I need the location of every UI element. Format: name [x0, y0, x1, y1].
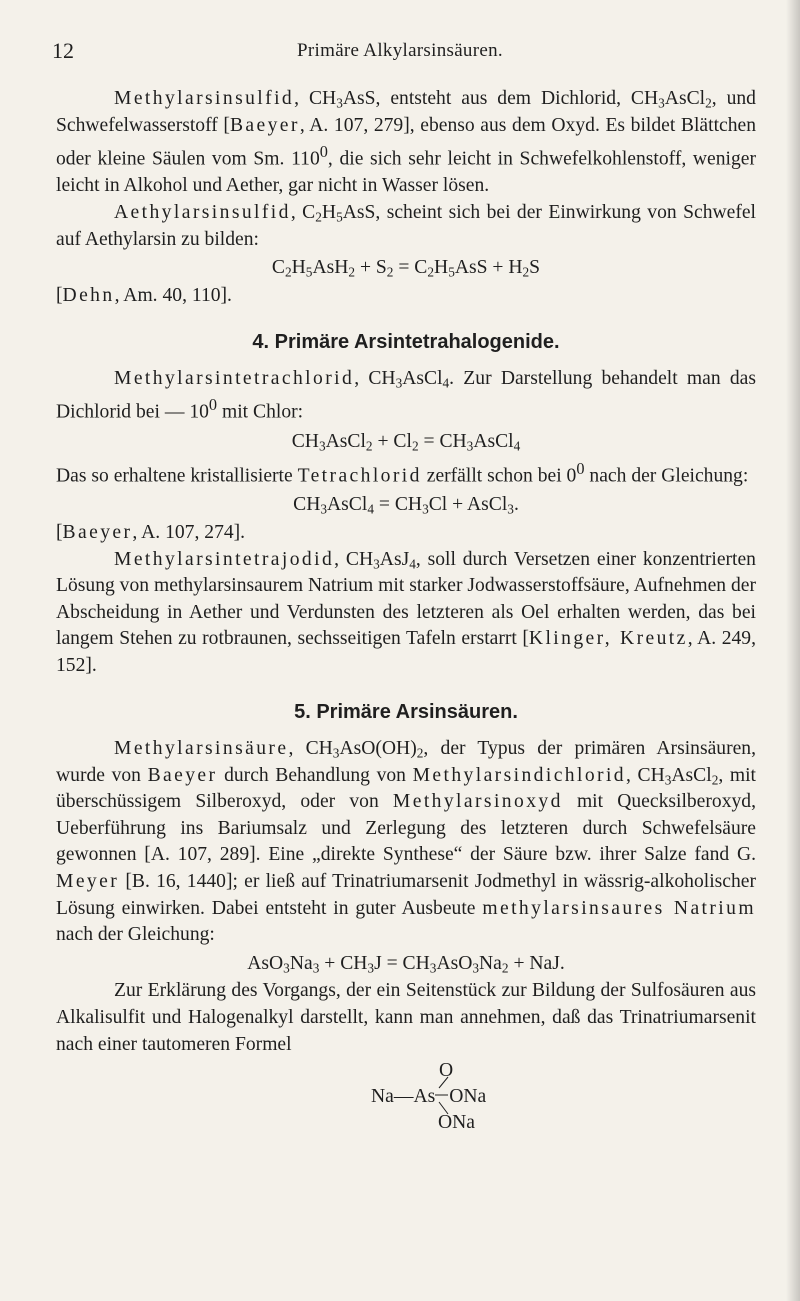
paragraph-methylarsinsaeure: Methylarsinsäure, $CH_3AsO(OH)_2$, der Typus der primären Arsinsäuren, wurde von Baeyer durch Behandlung von Methylarsindichlorid, $CH_3AsCl_2$, mit überschüssigem Silberoxyd, oder von Methylarsinoxyd mit Quecksilberoxyd, Ueberführung ins Bariumsalz und Zerlegung des letzteren durch Schwefelsäure gewonnen [A. 107, 289]. Eine „direkte Synthese“ der Säure bzw. ihrer Salze fand G. Meyer [B. 16, 1440]; er ließ auf Trinatriumarsenit Jodmethyl in wässrig-alkoholischer Lösung einwirken. Dabei entsteht in guter Ausbeute methylarsinsaures Natrium nach der Gleichung: — [56, 738, 756, 946]
running-title: Primäre Alkylarsinsäuren. — [297, 40, 503, 61]
paragraph-methylarsintetrajodid: Methylarsintetrajodid, $CH_3AsJ_4$, soll durch Versetzen einer konzentrierten Lösung von methylarsinsaurem Natrium mit starker Jodwasserstoffsäure, Aufnehmen der Abscheidung in Aether und Verdunsten des letzteren als Oel erhalten werden, das bei langem Stehen zu rotbraunen, sechsseitigen Tafeln erstarrt [Klinger, Kreutz, A. 249, 152]. — [56, 548, 756, 676]
formula-ona: ONa — [438, 1112, 475, 1134]
citation-author: Baeyer — [62, 521, 133, 543]
term: methylarsinsaures Natrium — [482, 897, 756, 919]
citation-author: Baeyer — [147, 764, 218, 786]
paragraph-methylarsintetrachlorid: Methylarsintetrachlorid, $CH_3AsCl_4$. Zur Darstellung behandelt man das Dichlorid bei — $10^0$ mit Chlor: — [56, 367, 756, 423]
citation-author: Meyer — [56, 871, 120, 893]
term: Methylarsinsäure — [114, 738, 289, 760]
section-heading-5: 5. Primäre Arsinsäuren. — [294, 701, 518, 724]
paragraph-erklaerung: Zur Erklärung des Vorgangs, der ein Seitenstück zur Bildung der Sulfosäuren aus Alkalisulfit und Halogenalkyl darstellt, kann man annehmen, daß das Trinatriumarsenit nach einer tautomeren Formel — [56, 980, 756, 1055]
paragraph-aethylarsinsulfid: Aethylarsinsulfid, $C_2H_5AsS$, scheint sich bei der Einwirkung von Schwefel auf Aethylarsin zu bilden: — [56, 201, 757, 250]
section-heading-4: 4. Primäre Arsintetrahalogenide. — [252, 331, 560, 354]
term: Methylarsinsulfid — [114, 88, 295, 109]
citation-author: Klinger, Kreutz — [528, 628, 688, 650]
term: Methylarsintetrachlorid — [114, 367, 355, 389]
formula-center: Na—As ONa — [371, 1086, 487, 1108]
term: Aethylarsinsulfid — [114, 201, 291, 223]
equation-4: $AsO_3Na_3 + CH_3J = CH_3AsO_3Na_2$ + NaJ. — [247, 952, 565, 976]
page-number: 12 — [52, 38, 74, 63]
equation-1: $C_2H_5AsH_2 + S_2 = C_2H_5AsS + H_2S$ — [271, 257, 541, 280]
equation-3: $CH_3AsCl_4 = CH_3Cl$ + AsCl$_3$. — [293, 494, 519, 517]
structural-formula — [56, 1058, 756, 1136]
formula-oxygen: O — [439, 1060, 454, 1082]
page-header — [52, 38, 748, 68]
citation-author: Baeyer — [229, 114, 300, 136]
term: Methylarsindichlorid — [412, 764, 627, 786]
paragraph-tetrachlorid: Das so erhaltene kristallisierte Tetrachlorid zerfällt schon bei $0^0$ nach der Gleichung: — [56, 459, 749, 487]
term: Tetrachlorid — [297, 465, 422, 487]
reference-baeyer: [Baeyer, A. 107, 274]. — [56, 521, 246, 543]
paragraph-methylarsinsulfid: Methylarsinsulfid, $CH_3AsS$, entsteht aus dem Dichlorid, $CH_3AsCl_2$, und Schwefelwasserstoff [Baeyer, A. 107, 279], ebenso aus dem Oxyd. Es bildet Blättchen oder kleine Säulen vom Sm. $110^0$, die sich sehr leicht in Schwefelkohlenstoff, weniger leicht in Alkohol und Aether, gar nicht in Wasser lösen. — [56, 88, 756, 197]
term: Methylarsinoxyd — [392, 791, 563, 813]
term: Methylarsintetrajodid — [114, 548, 335, 570]
page-body — [56, 86, 756, 1136]
equation-2: $CH_3AsCl_2 + Cl_2$ = $CH_3AsCl_4$ — [291, 430, 521, 453]
reference-dehn: [Dehn, Am. 40, 110]. — [56, 284, 232, 306]
page-edge-shadow — [786, 0, 800, 1301]
citation-author: Dehn — [62, 284, 115, 306]
